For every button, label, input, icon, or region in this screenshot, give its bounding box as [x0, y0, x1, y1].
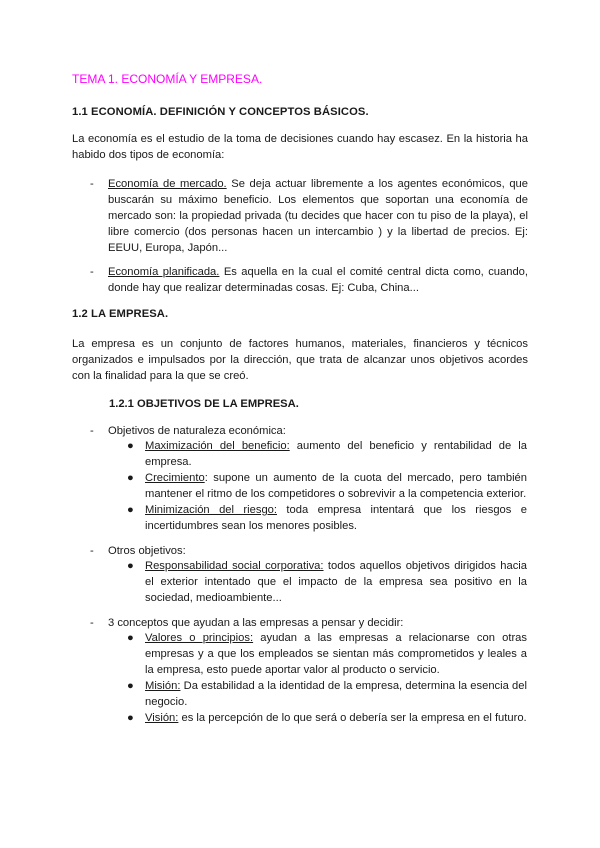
term: Economía de mercado. — [108, 178, 227, 190]
list-item-text — [108, 176, 528, 256]
bullet-item — [127, 710, 527, 726]
bullet-dot: ● — [127, 560, 134, 572]
description: aumento del beneficio y rentabilidad de la empresa. — [145, 440, 527, 468]
paragraph-economia: La economía es el estudio de la toma de decisiones cuando hay escasez. En la historia ha habido dos tipos de economía: — [72, 133, 528, 161]
bullet-dot: ● — [127, 632, 134, 644]
bullet-item — [127, 558, 527, 606]
description: Se deja actuar libremente a los agentes económicos, que buscarán su máximo beneficio. Los elementos que soportan una economía de mercado son: la propiedad privada (tu decides que hacer con tu piso de la playa), el libre comercio (dos personas hacen un intercambio ) y la libertad de precios. Ej: EEUU, Europa, Japón... — [108, 178, 528, 254]
bullet-dot: ● — [127, 504, 134, 516]
list-item-text: Otros objetivos: — [108, 545, 186, 557]
term: Economía planificada. — [108, 266, 220, 278]
term: Crecimiento — [145, 472, 205, 484]
term: Visión: — [145, 712, 179, 724]
bullet-list-economicos — [127, 438, 527, 534]
term: Maximización del beneficio: — [145, 440, 290, 452]
heading-1-1: 1.1 ECONOMÍA. DEFINICIÓN Y CONCEPTOS BÁSICOS. — [72, 106, 369, 118]
bullet-dot: ● — [127, 472, 134, 484]
heading-1-2-1: 1.2.1 OBJETIVOS DE LA EMPRESA. — [109, 398, 299, 410]
dash-marker: - — [90, 425, 94, 437]
description: es la percepción de lo que será o debería ser la empresa en el futuro. — [178, 712, 527, 724]
bullet-dot: ● — [127, 440, 134, 452]
bullet-list-conceptos — [127, 630, 527, 726]
term: Minimización del riesgo: — [145, 504, 277, 516]
dash-marker: - — [90, 178, 94, 190]
dash-marker: - — [90, 266, 94, 278]
term: Valores o principios: — [145, 632, 254, 644]
bullet-item — [127, 470, 527, 502]
paragraph-empresa: La empresa es un conjunto de factores humanos, materiales, financieros y técnicos organizados e impulsados por la dirección, que trata de alcanzar unos objetivos acordes con la finalidad para la que se creó. — [72, 338, 528, 382]
bullet-item — [127, 438, 527, 470]
bullet-dot: ● — [127, 712, 134, 724]
description: toda empresa intentará que los riesgos e incertidumbres sean los menores posibles. — [145, 504, 527, 532]
list-item-text: Objetivos de naturaleza económica: — [108, 425, 286, 437]
document-title: TEMA 1. ECONOMÍA Y EMPRESA. — [72, 72, 263, 86]
bullet-item — [127, 630, 527, 678]
bullet-list-otros — [127, 558, 527, 606]
dash-marker: - — [90, 545, 94, 557]
dash-marker: - — [90, 617, 94, 629]
list-item-text: 3 conceptos que ayudan a las empresas a pensar y decidir: — [108, 617, 404, 629]
description: : supone un aumento de la cuota del mercado, pero también mantener el ritmo de los competidores o sobrevivir a la competencia exterior. — [145, 472, 527, 500]
bullet-item — [127, 502, 527, 534]
description: todos aquellos objetivos dirigidos hacia el exterior intentado que el impacto de la empresa sea positivo en la sociedad, medioambiente... — [145, 560, 527, 604]
description: Da estabilidad a la identidad de la empresa, determina la esencia del negocio. — [145, 680, 527, 708]
bullet-dot: ● — [127, 680, 134, 692]
heading-1-2: 1.2 LA EMPRESA. — [72, 308, 169, 320]
list-item-text — [108, 264, 528, 296]
term: Responsabilidad social corporativa: — [145, 560, 324, 572]
bullet-item — [127, 678, 527, 710]
description: Es aquella en la cual el comité central dicta como, cuando, donde hay que realizar determinadas cosas. Ej: Cuba, China... — [108, 266, 529, 294]
term: Misión: — [145, 680, 181, 692]
description: ayudan a las empresas a relacionarse con otras empresas y a que los empleados se sientan más comprometidos y leales a la empresa, esto puede aportar valor al producto o servicio. — [145, 632, 528, 676]
